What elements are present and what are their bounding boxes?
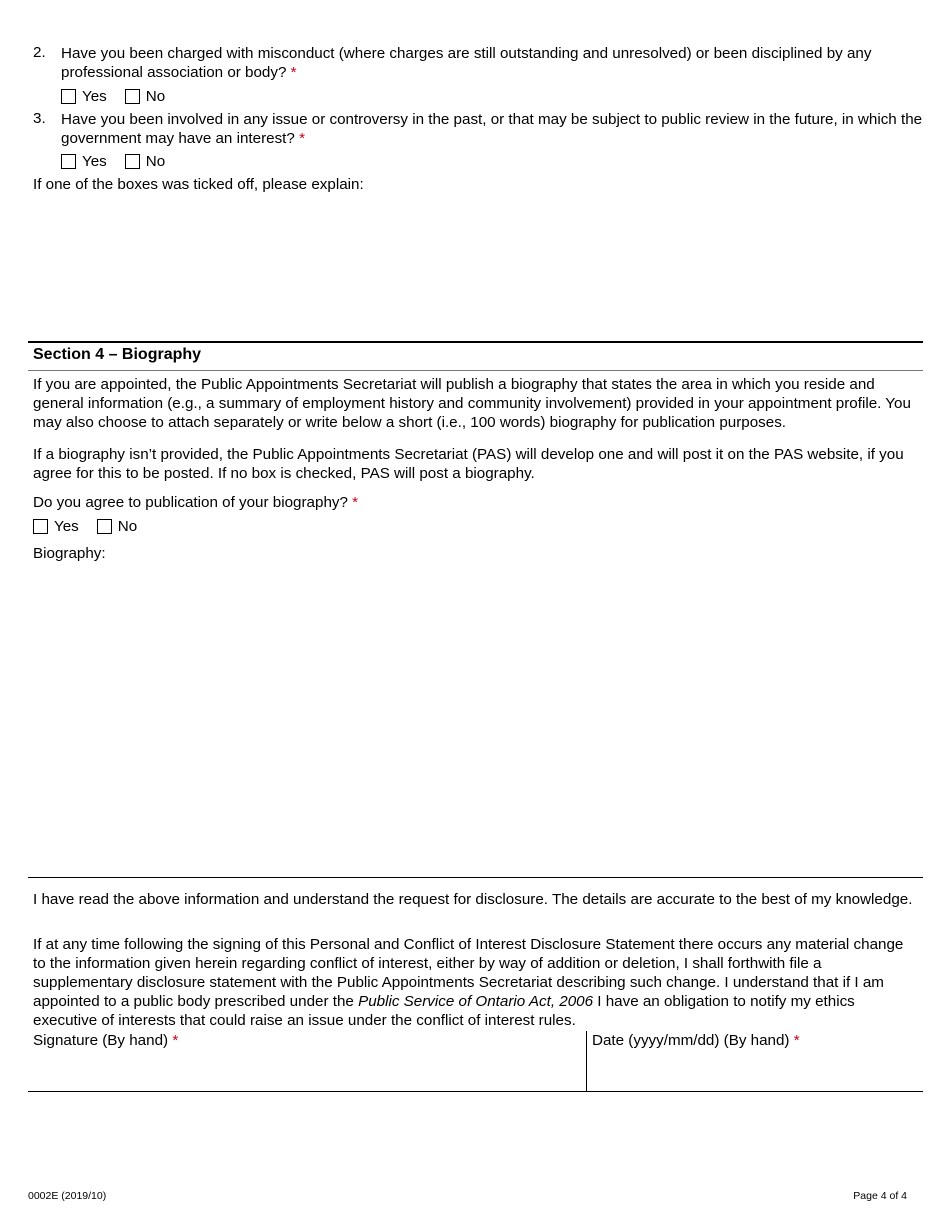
biography-no-checkbox[interactable]	[97, 519, 112, 534]
question-2-options	[61, 86, 183, 106]
declaration-para-2	[33, 935, 913, 1030]
date-field[interactable]	[592, 1054, 917, 1088]
question-3-no-label: No	[145, 152, 166, 170]
signature-label-text: Signature (By hand)	[33, 1032, 169, 1049]
declaration-top-rule	[28, 877, 923, 878]
date-label	[592, 1032, 800, 1049]
explain-textarea[interactable]	[33, 198, 917, 340]
signature-field[interactable]	[33, 1054, 581, 1088]
biography-yes-label: Yes	[54, 517, 79, 535]
required-marker: *	[352, 494, 359, 511]
question-3-yes-label: Yes	[82, 152, 107, 170]
section-4-title-rule	[28, 370, 923, 371]
biography-textarea[interactable]	[33, 566, 917, 874]
declaration-para-1: I have read the above information and understand the request for disclosure. The details are accurate to the best of my knowledge.	[33, 891, 913, 908]
signature-label	[33, 1032, 178, 1049]
question-2-yes-label: Yes	[82, 87, 107, 105]
required-marker: *	[290, 64, 297, 81]
question-2-no-checkbox[interactable]	[125, 89, 140, 104]
biography-options	[33, 516, 155, 536]
biography-question	[33, 493, 913, 512]
question-2-number: 2.	[33, 44, 46, 61]
question-3-yes-checkbox[interactable]	[61, 154, 76, 169]
biography-no-label: No	[117, 517, 138, 535]
required-marker: *	[172, 1032, 179, 1049]
biography-label: Biography:	[33, 545, 106, 562]
question-3-options	[61, 151, 183, 171]
section-4-title: Section 4 – Biography	[33, 346, 202, 363]
page-number: Page 4 of 4	[853, 1190, 907, 1202]
signature-bottom-rule	[28, 1091, 923, 1092]
question-3-number: 3.	[33, 110, 46, 127]
act-name: Public Service of Ontario Act, 2006	[358, 993, 594, 1010]
biography-yes-checkbox[interactable]	[33, 519, 48, 534]
date-label-text: Date (yyyy/mm/dd) (By hand)	[592, 1032, 790, 1049]
question-2-label: Have you been charged with misconduct (where charges are still outstanding and unresolved) or been disciplined by any professional association or body?	[61, 45, 872, 81]
section-4-para-1: If you are appointed, the Public Appointments Secretariat will publish a biography that states the area in which you reside and general information (e.g., a summary of employment history and community involvement) provided in your appointment profile. You may also choose to attach separately or write below a short (i.e., 100 words) biography for publication purposes.	[33, 376, 911, 431]
form-code: 0002E (2019/10)	[28, 1190, 107, 1202]
required-marker: *	[299, 130, 306, 147]
biography-question-label: Do you agree to publication of your biography?	[33, 494, 348, 511]
declaration-para-2-end: I have an obligation to notify my ethics executive of interests that could raise an issue under the conflict of interest rules.	[33, 993, 855, 1029]
question-3-label: Have you been involved in any issue or controversy in the past, or that may be subject to public review in the future, in which the government may have an interest?	[61, 111, 923, 147]
explain-prompt: If one of the boxes was ticked off, please explain:	[33, 176, 364, 193]
declaration-para-2-start: If at any time following the signing of this Personal and Conflict of Interest Disclosure Statement there occurs any material change to the information given herein regarding conflict of interest, either by way of addition or deletion, I shall forthwith file a supplementary disclosure statement with the Public Appointments Secretariat describing such change. I understand that if I am appointed to a public body prescribed under the	[33, 936, 904, 1010]
question-2-text	[61, 44, 931, 82]
question-3-text	[61, 110, 931, 148]
section-4-top-rule	[28, 341, 923, 343]
question-2-no-label: No	[145, 87, 166, 105]
question-3-no-checkbox[interactable]	[125, 154, 140, 169]
signature-date-divider	[586, 1031, 587, 1091]
section-4-para-2: If a biography isn’t provided, the Public Appointments Secretariat (PAS) will develop one and will post it on the PAS website, if you agree for this to be posted. If no box is checked, PAS will post a biography.	[33, 446, 904, 482]
required-marker: *	[793, 1032, 800, 1049]
question-2-yes-checkbox[interactable]	[61, 89, 76, 104]
